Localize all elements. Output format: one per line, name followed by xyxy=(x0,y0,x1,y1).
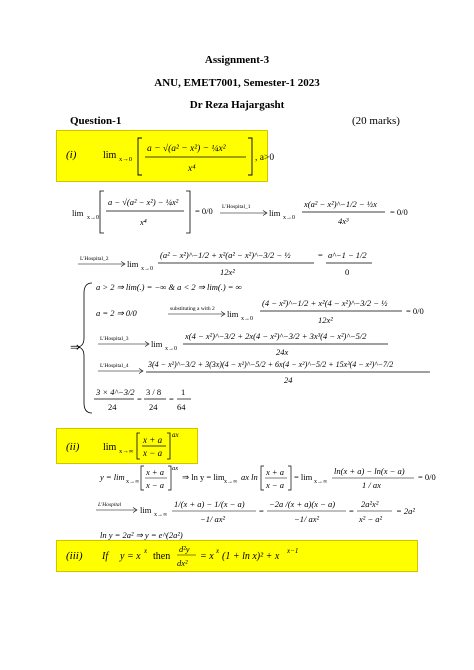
svg-text:a = 2 ⇒ 0/0: a = 2 ⇒ 0/0 xyxy=(96,308,137,318)
svg-text:x⁴: x⁴ xyxy=(188,164,196,174)
svg-text:x: x xyxy=(144,547,148,555)
svg-text:−1/ ax²: −1/ ax² xyxy=(294,514,320,524)
svg-text:lim: lim xyxy=(227,309,239,319)
svg-text:a > 2 ⇒ lim(.) = −∞ & a < 2 ⇒: a > 2 ⇒ lim(.) = −∞ & a < 2 ⇒ lim(.) = ∞ xyxy=(96,282,242,292)
svg-text:x − a: x − a xyxy=(266,480,285,490)
svg-text:=: = xyxy=(169,394,174,404)
svg-text:−2a /(x + a)(x − a): −2a /(x + a)(x − a) xyxy=(269,499,336,509)
svg-text:y = x: y = x xyxy=(120,551,141,562)
part-iii-question xyxy=(56,540,418,572)
svg-text:x→0: x→0 xyxy=(283,215,295,221)
svg-text:x→∞: x→∞ xyxy=(154,512,168,518)
svg-text:= lim: = lim xyxy=(294,472,313,482)
svg-text:=: = xyxy=(349,506,354,516)
svg-text:lim: lim xyxy=(269,208,281,218)
part-i-label: (i) xyxy=(66,149,77,161)
part-i-condition: , a>0 xyxy=(255,153,275,163)
svg-text:lim: lim xyxy=(140,505,152,515)
assignment-title: Assignment-3 xyxy=(204,54,270,66)
svg-text:=: = xyxy=(318,250,323,260)
svg-text:1: 1 xyxy=(181,387,186,397)
svg-text:L'Hospital_2: L'Hospital_2 xyxy=(80,256,109,262)
svg-text:= 2a²: = 2a² xyxy=(396,506,415,516)
svg-text:x − a: x − a xyxy=(143,448,163,458)
svg-text:y = lim: y = lim xyxy=(100,472,125,482)
question-marks: (20 marks) xyxy=(352,115,400,127)
svg-text:⇒: ⇒ xyxy=(70,340,81,354)
svg-text:x(a² − x²)^−1/2 − ½x: x(a² − x²)^−1/2 − ½x xyxy=(304,199,377,209)
svg-text:then: then xyxy=(153,551,171,562)
svg-text:x + a: x + a xyxy=(266,467,285,477)
svg-text:= 0/0: = 0/0 xyxy=(406,306,424,316)
svg-text:1 / ax: 1 / ax xyxy=(362,480,381,490)
svg-text:d²y: d²y xyxy=(179,544,190,554)
svg-text:substituting a with 2: substituting a with 2 xyxy=(170,306,215,312)
svg-text:=: = xyxy=(137,394,142,404)
svg-text:L'Hospital_3: L'Hospital_3 xyxy=(100,336,129,342)
svg-text:−1/ ax²: −1/ ax² xyxy=(200,514,226,524)
svg-text:0: 0 xyxy=(345,267,350,277)
svg-text:If: If xyxy=(102,551,109,562)
svg-text:24: 24 xyxy=(284,375,293,385)
svg-text:24: 24 xyxy=(108,402,117,412)
svg-text:x⁴: x⁴ xyxy=(140,217,147,227)
svg-text:12x²: 12x² xyxy=(318,315,333,325)
svg-text:lim: lim xyxy=(72,208,84,218)
svg-text:x→0: x→0 xyxy=(87,215,99,221)
svg-text:lim: lim xyxy=(151,339,163,349)
part-ii-question xyxy=(56,428,198,464)
svg-text:ax ln: ax ln xyxy=(241,472,258,482)
svg-text:x→∞: x→∞ xyxy=(126,479,140,485)
svg-text:x→∞: x→∞ xyxy=(314,479,328,485)
question-label: Question-1 xyxy=(70,115,122,127)
svg-text:x→∞: x→∞ xyxy=(224,479,238,485)
svg-text:lim: lim xyxy=(127,259,139,269)
svg-text:(4 − x²)^−1/2 + x²(4 − x²)^−3/: (4 − x²)^−1/2 + x²(4 − x²)^−3/2 − ½ xyxy=(262,298,388,308)
svg-text:x(4 − x²)^−3/2 + 2x(4 − x²)^−3: x(4 − x²)^−3/2 + 2x(4 − x²)^−3/2 + 3x³(4 − x²)^−5/2 xyxy=(185,331,367,341)
svg-text:12x²: 12x² xyxy=(220,267,235,277)
svg-text:ln y = 2a² ⇒ y = e^(2a²): ln y = 2a² ⇒ y = e^(2a²) xyxy=(100,530,183,540)
author-line: Dr Reza Hajargasht xyxy=(189,99,285,111)
svg-text:dx²: dx² xyxy=(177,558,188,568)
svg-text:24: 24 xyxy=(149,402,158,412)
svg-text:x + a: x + a xyxy=(143,435,163,445)
svg-text:1/(x + a) − 1/(x − a): 1/(x + a) − 1/(x − a) xyxy=(174,499,245,509)
svg-text:3(4 − x²)^−3/2 + 3(3x)(4 − x²): 3(4 − x²)^−3/2 + 3(3x)(4 − x²)^−5/2 + 6x(4 − x²)^−5/2 + 15x³(4 − x²)^−7/2 xyxy=(148,360,394,369)
svg-text:x→0: x→0 xyxy=(165,346,177,352)
svg-text:x: x xyxy=(216,547,220,555)
part-iii-label: (iii) xyxy=(66,550,83,562)
svg-text:(a² − x²)^−1/2 + x²(a² − x²)^−: (a² − x²)^−1/2 + x²(a² − x²)^−3/2 − ½ xyxy=(160,250,291,260)
svg-text:lim: lim xyxy=(103,442,117,453)
svg-text:=: = xyxy=(259,506,264,516)
part-i-lim-sub: x→0 xyxy=(119,156,132,163)
svg-text:L'Hospital_4: L'Hospital_4 xyxy=(100,363,129,369)
part-i-question xyxy=(56,130,275,182)
svg-text:x→∞: x→∞ xyxy=(119,448,134,455)
svg-text:x→0: x→0 xyxy=(141,266,153,272)
svg-text:ax: ax xyxy=(172,431,179,439)
svg-text:3 × 4^−3/2: 3 × 4^−3/2 xyxy=(96,387,135,397)
svg-text:2a²x²: 2a²x² xyxy=(361,499,379,509)
svg-text:24x: 24x xyxy=(276,347,289,357)
svg-text:a^−1 − 1/2: a^−1 − 1/2 xyxy=(328,250,367,260)
svg-text:4x³: 4x³ xyxy=(338,216,349,226)
svg-text:ln(x + a) − ln(x − a): ln(x + a) − ln(x − a) xyxy=(334,466,405,476)
svg-text:x−1: x−1 xyxy=(287,547,299,555)
svg-text:⇒ ln y = lim: ⇒ ln y = lim xyxy=(182,472,225,482)
svg-text:ax: ax xyxy=(172,465,179,472)
svg-text:x − a: x − a xyxy=(146,480,165,490)
svg-text:L'Hospital: L'Hospital xyxy=(98,502,122,508)
svg-text:x² − a²: x² − a² xyxy=(359,514,383,524)
part-ii-solution xyxy=(96,462,466,542)
svg-text:x→0: x→0 xyxy=(241,316,253,322)
svg-text:= x: = x xyxy=(200,551,214,562)
svg-text:3 / 8: 3 / 8 xyxy=(146,387,162,397)
svg-text:64: 64 xyxy=(177,402,186,412)
svg-text:= 0/0: = 0/0 xyxy=(195,206,213,216)
svg-text:(1 + ln x)² + x: (1 + ln x)² + x xyxy=(222,551,280,562)
svg-text:= 0/0: = 0/0 xyxy=(390,207,408,217)
course-line: ANU, EMET7001, Semester-1 2023 xyxy=(154,77,320,89)
svg-text:a − √(a² − x²) − ¼x²: a − √(a² − x²) − ¼x² xyxy=(108,197,179,207)
svg-text:= 0/0: = 0/0 xyxy=(418,472,436,482)
svg-text:a − √(a² − x²) − ¼x²: a − √(a² − x²) − ¼x² xyxy=(147,144,226,154)
part-i-solution xyxy=(70,183,470,423)
svg-text:x + a: x + a xyxy=(146,467,165,477)
part-i-lim: lim xyxy=(103,150,117,161)
part-ii-label: (ii) xyxy=(66,441,80,453)
svg-text:L'Hospital_1: L'Hospital_1 xyxy=(222,204,251,210)
